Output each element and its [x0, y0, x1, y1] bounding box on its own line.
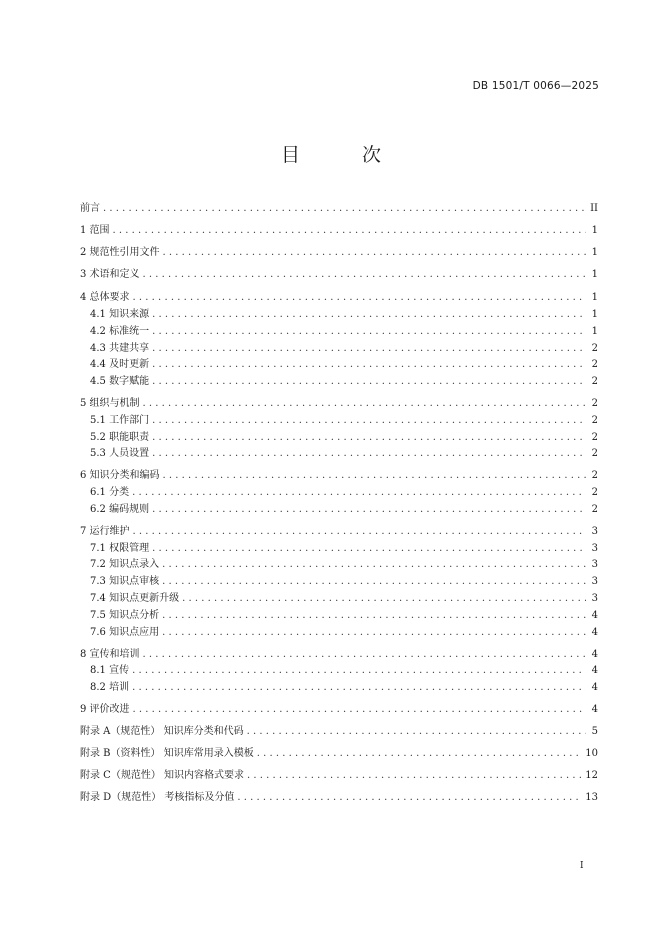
- toc-entry-label: 7.5 知识点分析: [90, 610, 160, 621]
- toc-entry-page: 2: [591, 448, 598, 459]
- toc-entry-page: 1: [591, 269, 598, 280]
- toc-entry-page: 2: [591, 432, 598, 443]
- toc-entry-page: 1: [591, 225, 598, 236]
- toc-leader-dots: [162, 626, 586, 640]
- toc-entry-label: 9 评价改进: [80, 704, 130, 715]
- toc-entry-label: 附录 C（规范性） 知识内容格式要求: [80, 770, 245, 781]
- toc-entry-label: 7.6 知识点应用: [90, 627, 160, 638]
- toc-leader-dots: [143, 397, 586, 411]
- toc-entry-page: 1: [591, 247, 598, 258]
- toc-entry-page: 3: [591, 559, 598, 570]
- toc-entry-page: 13: [585, 792, 598, 803]
- toc-entry-label: 7.1 权限管理: [90, 543, 150, 554]
- toc-entry[interactable]: [80, 268, 598, 282]
- toc-entry-page: 2: [591, 415, 598, 426]
- toc-entry-label: 4.5 数字赋能: [90, 376, 150, 387]
- toc-entry-label: 7.4 知识点更新升级: [90, 593, 180, 604]
- toc-leader-dots: [143, 268, 586, 282]
- toc-leader-dots: [152, 447, 586, 461]
- toc-entry[interactable]: [90, 414, 598, 428]
- toc-entry-label: 4.2 标准统一: [90, 326, 150, 337]
- toc-leader-dots: [182, 592, 586, 606]
- toc-entry-page: 12: [585, 770, 598, 781]
- document-code: DB 1501/T 0066—2025: [472, 80, 599, 92]
- toc-entry-label: 5.1 工作部门: [90, 415, 150, 426]
- toc-entry-page: 4: [591, 665, 598, 676]
- toc-entry[interactable]: [80, 469, 598, 483]
- toc-entry-label: 3 术语和定义: [80, 269, 140, 280]
- toc-leader-dots: [257, 747, 582, 761]
- toc-entry-page: 3: [591, 576, 598, 587]
- toc-entry-label: 7.2 知识点录入: [90, 559, 160, 570]
- toc-entry[interactable]: [80, 397, 598, 411]
- toc-entry[interactable]: [80, 769, 598, 783]
- toc-leader-dots: [152, 431, 586, 445]
- toc-leader-dots: [152, 308, 586, 322]
- toc-entry-label: 4.4 及时更新: [90, 359, 150, 370]
- toc-entry-page: 2: [591, 504, 598, 515]
- toc-leader-dots: [152, 325, 586, 339]
- toc-entry[interactable]: [90, 609, 598, 623]
- toc-leader-dots: [163, 469, 586, 483]
- toc-leader-dots: [103, 202, 586, 216]
- toc-leader-dots: [152, 542, 586, 556]
- toc-entry-label: 附录 A（规范性） 知识库分类和代码: [80, 726, 244, 737]
- toc-entry[interactable]: [80, 791, 598, 805]
- toc-entry[interactable]: [80, 725, 598, 739]
- toc-entry-label: 前言: [80, 203, 100, 214]
- toc-entry[interactable]: [90, 542, 598, 556]
- toc-entry[interactable]: [80, 246, 598, 260]
- toc-entry[interactable]: [80, 224, 598, 238]
- toc-entry-page: 3: [591, 526, 598, 537]
- toc-leader-dots: [152, 342, 586, 356]
- toc-leader-dots: [132, 486, 586, 500]
- toc-leader-dots: [152, 414, 586, 428]
- toc-leader-dots: [162, 609, 586, 623]
- toc-entry-label: 7 运行维护: [80, 526, 130, 537]
- toc-entry[interactable]: [90, 325, 598, 339]
- toc-entry-page: 1: [591, 309, 598, 320]
- toc-entry-label: 1 范围: [80, 225, 110, 236]
- toc-leader-dots: [163, 246, 586, 260]
- toc-entry-label: 5.3 人员设置: [90, 448, 150, 459]
- toc-entry-label: 8 宣传和培训: [80, 649, 140, 660]
- page-number: I: [580, 861, 584, 871]
- toc-entry-label: 附录 B（资料性） 知识库常用录入模板: [80, 748, 254, 759]
- toc-leader-dots: [132, 664, 586, 678]
- toc-entry[interactable]: [90, 592, 598, 606]
- toc-leader-dots: [143, 648, 586, 662]
- toc-entry-label: 8.2 培训: [90, 682, 130, 693]
- toc-entry-label: 4.3 共建共享: [90, 343, 150, 354]
- toc-entry-page: 3: [591, 543, 598, 554]
- toc-entry-page: 2: [591, 359, 598, 370]
- toc-entry-label: 6.2 编码规则: [90, 504, 150, 515]
- toc-leader-dots: [132, 681, 586, 695]
- toc-entry-page: 4: [591, 610, 598, 621]
- toc-entry[interactable]: [90, 486, 598, 500]
- toc-leader-dots: [133, 525, 586, 539]
- toc-entry[interactable]: [90, 626, 598, 640]
- toc-entry[interactable]: [90, 342, 598, 356]
- toc-entry[interactable]: [90, 358, 598, 372]
- toc-entry-page: 2: [591, 487, 598, 498]
- toc-entry-page: 2: [591, 376, 598, 387]
- toc-entry[interactable]: [90, 375, 598, 389]
- toc-leader-dots: [133, 291, 586, 305]
- toc-leader-dots: [247, 725, 586, 739]
- toc-entry-page: 4: [591, 682, 598, 693]
- toc-entry-page: 4: [591, 627, 598, 638]
- toc-entry[interactable]: [80, 202, 598, 216]
- toc-entry-label: 5.2 职能职责: [90, 432, 150, 443]
- toc-leader-dots: [162, 575, 586, 589]
- toc-entry-page: 2: [591, 343, 598, 354]
- toc-leader-dots: [152, 375, 586, 389]
- toc-entry[interactable]: [90, 558, 598, 572]
- toc-entry-label: 5 组织与机制: [80, 398, 140, 409]
- toc-entry-page: 1: [591, 292, 598, 303]
- toc-entry-page: 2: [591, 470, 598, 481]
- toc-leader-dots: [152, 503, 586, 517]
- toc-leader-dots: [152, 358, 586, 372]
- toc-leader-dots: [162, 558, 586, 572]
- toc-leader-dots: [247, 769, 581, 783]
- toc-entry-label: 2 规范性引用文件: [80, 247, 160, 258]
- toc-entry-label: 附录 D（规范性） 考核指标及分值: [80, 792, 235, 803]
- toc-entry-label: 6 知识分类和编码: [80, 470, 160, 481]
- toc-entry-label: 4.1 知识来源: [90, 309, 150, 320]
- toc-entry-page: II: [590, 203, 598, 214]
- page-title: 目 次: [280, 144, 410, 166]
- toc-entry[interactable]: [80, 648, 598, 662]
- toc-leader-dots: [133, 703, 586, 717]
- toc-entry[interactable]: [80, 291, 598, 305]
- toc-entry-page: 2: [591, 398, 598, 409]
- toc-entry[interactable]: [90, 575, 598, 589]
- toc-entry-page: 1: [591, 326, 598, 337]
- toc-entry-label: 4 总体要求: [80, 292, 130, 303]
- toc-entry[interactable]: [90, 308, 598, 322]
- toc-entry-label: 8.1 宣传: [90, 665, 130, 676]
- toc-entry-page: 4: [591, 704, 598, 715]
- toc-leader-dots: [113, 224, 586, 238]
- toc-entry[interactable]: [80, 747, 598, 761]
- toc-entry-page: 3: [591, 593, 598, 604]
- toc-entry-label: 6.1 分类: [90, 487, 130, 498]
- toc-entry-page: 4: [591, 649, 598, 660]
- toc-entry[interactable]: [90, 447, 598, 461]
- toc-leader-dots: [237, 791, 581, 805]
- toc-entry[interactable]: [80, 525, 598, 539]
- toc-entry[interactable]: [90, 503, 598, 517]
- toc-entry[interactable]: [80, 703, 598, 717]
- toc-entry-label: 7.3 知识点审核: [90, 576, 160, 587]
- toc-entry[interactable]: [90, 431, 598, 445]
- toc-entry[interactable]: [90, 681, 598, 695]
- toc-entry-page: 5: [591, 726, 598, 737]
- toc-entry-page: 10: [585, 748, 598, 759]
- toc-entry[interactable]: [90, 664, 598, 678]
